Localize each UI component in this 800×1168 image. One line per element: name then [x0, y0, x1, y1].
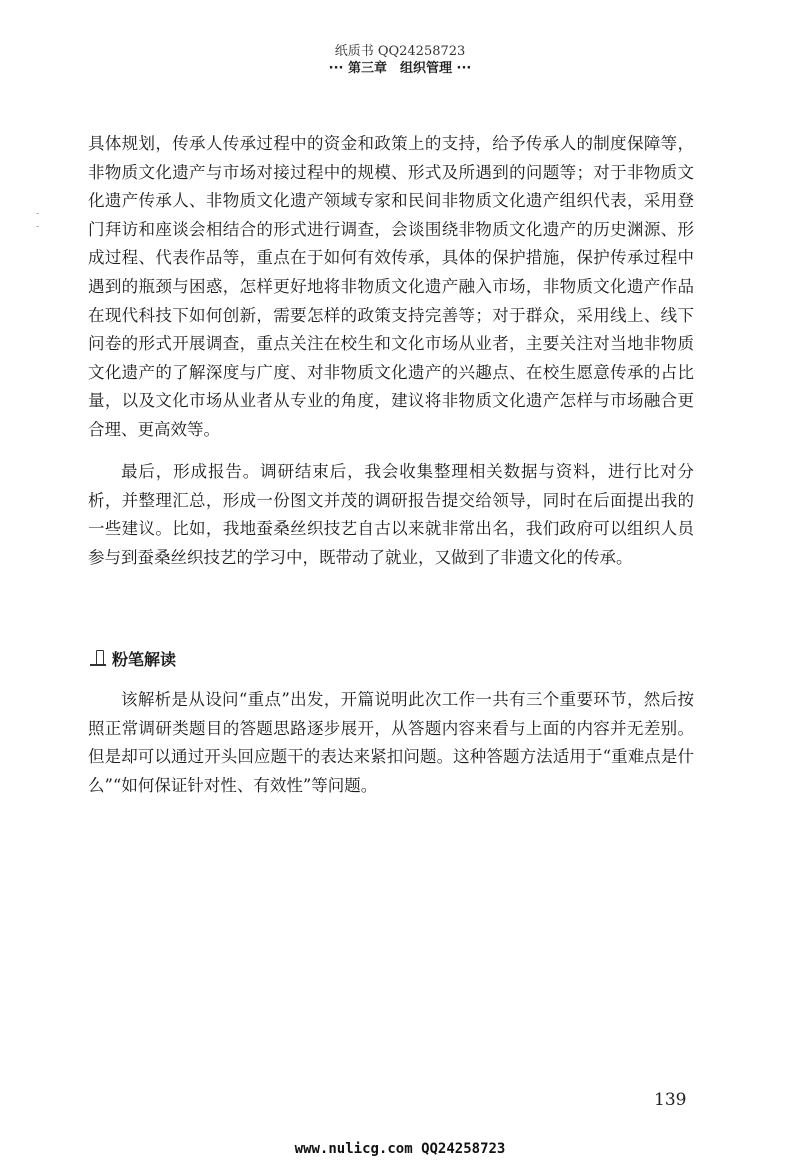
body-paragraph-2: 最后，形成报告。调研结束后，我会收集整理相关数据与资料，进行比对分析，并整理汇总，形成一份图文并茂的调研报告提交给领导，同时在后面提出我的一些建议。比如，我地蚕桑丝织技艺自古以来就非常出名，我们政府可以组织人员参与到蚕桑丝织技艺的学习中，既带动了就业，又做到了非遗文化的传承。 — [88, 462, 694, 567]
chalk-icon — [88, 649, 108, 667]
body-paragraph-2-block — [88, 458, 694, 572]
body-paragraph-1-block — [88, 130, 694, 445]
chapter-header: ··· 第三章 组织管理 ··· — [328, 61, 472, 76]
section-title: 粉笔解读 — [112, 649, 177, 669]
footer-watermark: www.nulicg.com QQ24258723 — [294, 1141, 506, 1157]
section-paragraph: 该解析是从设问“重点”出发，开篇说明此次工作一共有三个重要环节，然后按照正常调研类题目的答题思路逐步展开，从答题内容来看与上面的内容并无差别。但是却可以通过开头回应题干的表达来紧扣问题。这种答题方法适用于“重难点是什么”“如何保证针对性、有效性”等问题。 — [88, 690, 694, 795]
margin-mark — [36, 213, 39, 214]
section-heading — [88, 646, 176, 670]
page-number: 139 — [654, 1090, 687, 1110]
body-paragraph-1: 具体规划，传承人传承过程中的资金和政策上的支持，给予传承人的制度保障等，非物质文化遗产与市场对接过程中的规模、形式及所遇到的问题等；对于非物质文化遗产传承人、非物质文化遗产领域专家和民间非物质文化遗产组织代表，采用登门拜访和座谈会相结合的形式进行调查，会谈围绕非物质文化遗产的历史渊源、形成过程、代表作品等，重点在于如何有效传承，具体的保护措施，保护传承过程中遇到的瓶颈与困惑，怎样更好地将非物质文化遗产融入市场，非物质文化遗产作品在现代科技下如何创新，需要怎样的政策支持完善等；对于群众，采用线上、线下问卷的形式开展调查，重点关注在校生和文化市场从业者，主要关注对当地非物质文化遗产的了解深度与广度、对非物质文化遗产的兴趣点、在校生愿意传承的占比量，以及文化市场从业者从专业的角度，建议将非物质文化遗产怎样与市场融合更合理、更高效等。 — [88, 134, 694, 439]
margin-mark — [36, 226, 39, 227]
section-paragraph-block — [88, 686, 694, 800]
header-watermark: 纸质书 QQ24258723 — [334, 44, 466, 59]
